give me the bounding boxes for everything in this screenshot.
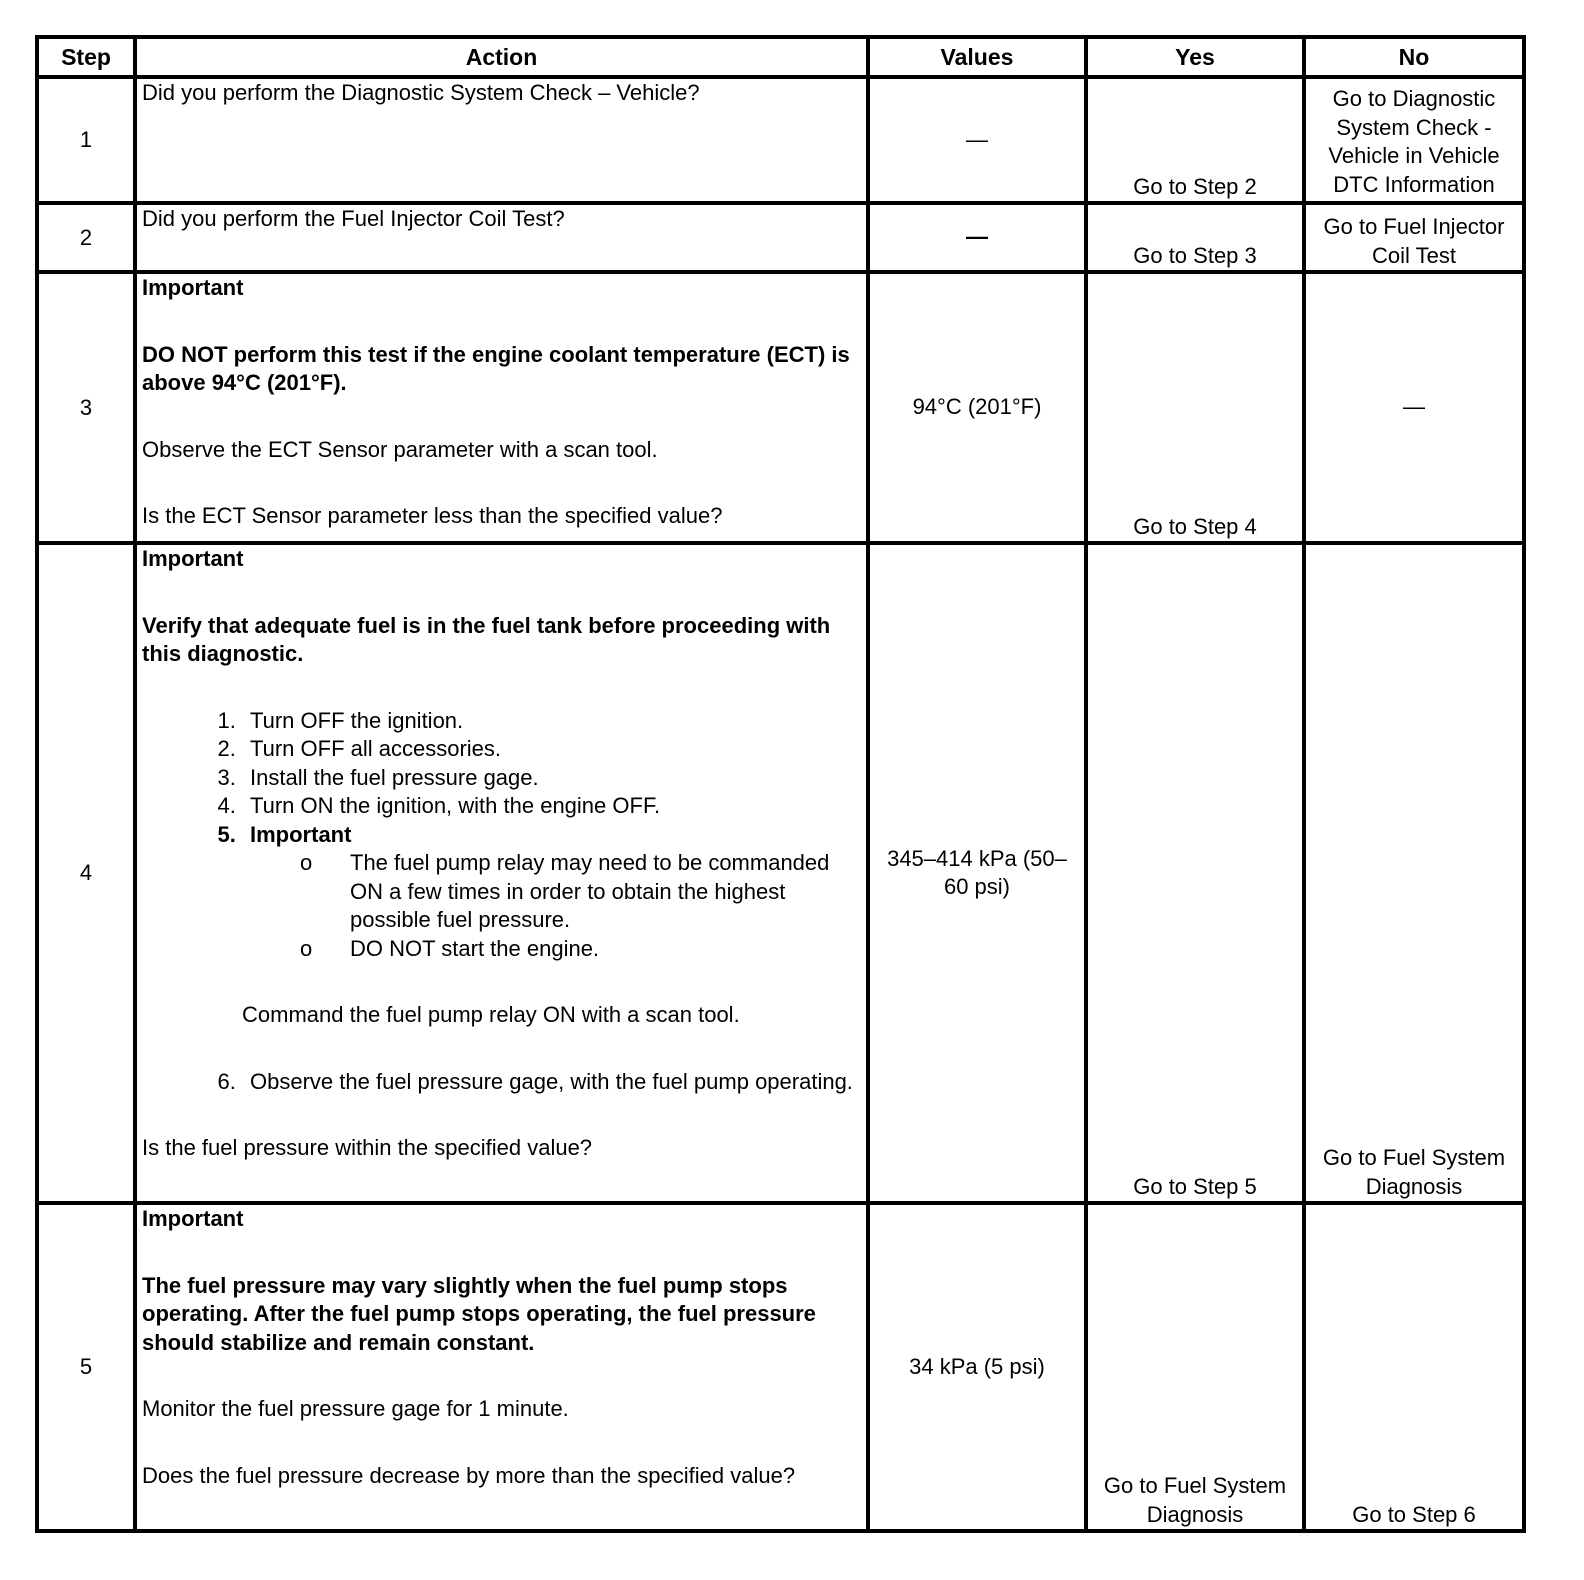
procedure-list-continued bbox=[142, 1068, 861, 1097]
step-number: 3 bbox=[37, 272, 135, 543]
important-warning: DO NOT perform this test if the engine coolant temperature (ECT) is above 94°C (201°F). bbox=[142, 341, 850, 395]
header-step: Step bbox=[37, 37, 135, 77]
header-row bbox=[37, 37, 1524, 77]
important-label: Important bbox=[142, 546, 244, 571]
header-action: Action bbox=[135, 37, 868, 77]
table-row bbox=[37, 272, 1524, 543]
values-cell: — bbox=[868, 203, 1086, 272]
list-item: 3. Install the fuel pressure gage. bbox=[242, 764, 861, 793]
action-question: Does the fuel pressure decrease by more than the specified value? bbox=[142, 1462, 796, 1488]
action-question: Is the fuel pressure within the specified value? bbox=[142, 1135, 593, 1160]
yes-cell: Go to Step 2 bbox=[1086, 77, 1304, 203]
no-cell: Go to Fuel Injector Coil Test bbox=[1304, 203, 1524, 272]
step-number: 4 bbox=[37, 543, 135, 1203]
yes-cell: Go to Step 4 bbox=[1086, 272, 1304, 543]
no-cell: Go to Diagnostic System Check - Vehicle in Vehicle DTC Information bbox=[1304, 77, 1524, 203]
table-row bbox=[37, 1203, 1524, 1531]
table-row bbox=[37, 203, 1524, 272]
values-cell: 345–414 kPa (50–60 psi) bbox=[868, 543, 1086, 1203]
values-cell: 94°C (201°F) bbox=[868, 272, 1086, 543]
list-item: 1. Turn OFF the ignition. bbox=[242, 707, 861, 736]
action-instruction: Monitor the fuel pressure gage for 1 minute. bbox=[142, 1396, 569, 1421]
yes-cell: Go to Fuel System Diagnosis bbox=[1086, 1203, 1304, 1531]
important-label: Important bbox=[142, 275, 244, 300]
header-values: Values bbox=[868, 37, 1086, 77]
sub-list-item: o The fuel pump relay may need to be commanded ON a few times in order to obtain the highest possible fuel pressure. bbox=[346, 849, 861, 935]
header-no: No bbox=[1304, 37, 1524, 77]
important-label: Important bbox=[250, 821, 352, 847]
action-question: Did you perform the Fuel Injector Coil Test? bbox=[135, 203, 868, 272]
list-item: 6. Observe the fuel pressure gage, with the fuel pump operating. bbox=[242, 1068, 861, 1097]
procedure-list bbox=[142, 707, 861, 964]
yes-cell: Go to Step 3 bbox=[1086, 203, 1304, 272]
values-cell: 34 kPa (5 psi) bbox=[868, 1203, 1086, 1531]
values-cell: — bbox=[868, 77, 1086, 203]
action-cell bbox=[135, 543, 868, 1203]
no-cell: — bbox=[1304, 272, 1524, 543]
action-question: Did you perform the Diagnostic System Check – Vehicle? bbox=[135, 77, 868, 203]
diagnostic-table bbox=[35, 35, 1526, 1533]
action-cell bbox=[135, 272, 868, 543]
action-instruction: Observe the ECT Sensor parameter with a scan tool. bbox=[142, 436, 658, 462]
table-row bbox=[37, 543, 1524, 1203]
list-item: 4. Turn ON the ignition, with the engine OFF. bbox=[242, 792, 861, 821]
step-number: 2 bbox=[37, 203, 135, 272]
list-item-important bbox=[242, 821, 861, 964]
table-row bbox=[37, 77, 1524, 203]
action-question: Is the ECT Sensor parameter less than the specified value? bbox=[142, 503, 723, 528]
important-warning: Verify that adequate fuel is in the fuel tank before proceeding with this diagnostic. bbox=[142, 612, 831, 666]
important-warning: The fuel pressure may vary slightly when the fuel pump stops operating. After the fuel pump stops operating, the fuel pressure should stabilize and remain constant. bbox=[142, 1272, 816, 1355]
yes-cell: Go to Step 5 bbox=[1086, 543, 1304, 1203]
no-cell: Go to Fuel System Diagnosis bbox=[1304, 543, 1524, 1203]
step-number: 1 bbox=[37, 77, 135, 203]
list-item: 2. Turn OFF all accessories. bbox=[242, 735, 861, 764]
header-yes: Yes bbox=[1086, 37, 1304, 77]
sub-list bbox=[250, 849, 861, 963]
step-number: 5 bbox=[37, 1203, 135, 1531]
important-label: Important bbox=[142, 1206, 244, 1231]
list-continuation: Command the fuel pump relay ON with a scan tool. bbox=[242, 1002, 740, 1027]
action-cell bbox=[135, 1203, 868, 1531]
sub-list-item: o DO NOT start the engine. bbox=[346, 935, 861, 964]
no-cell: Go to Step 6 bbox=[1304, 1203, 1524, 1531]
